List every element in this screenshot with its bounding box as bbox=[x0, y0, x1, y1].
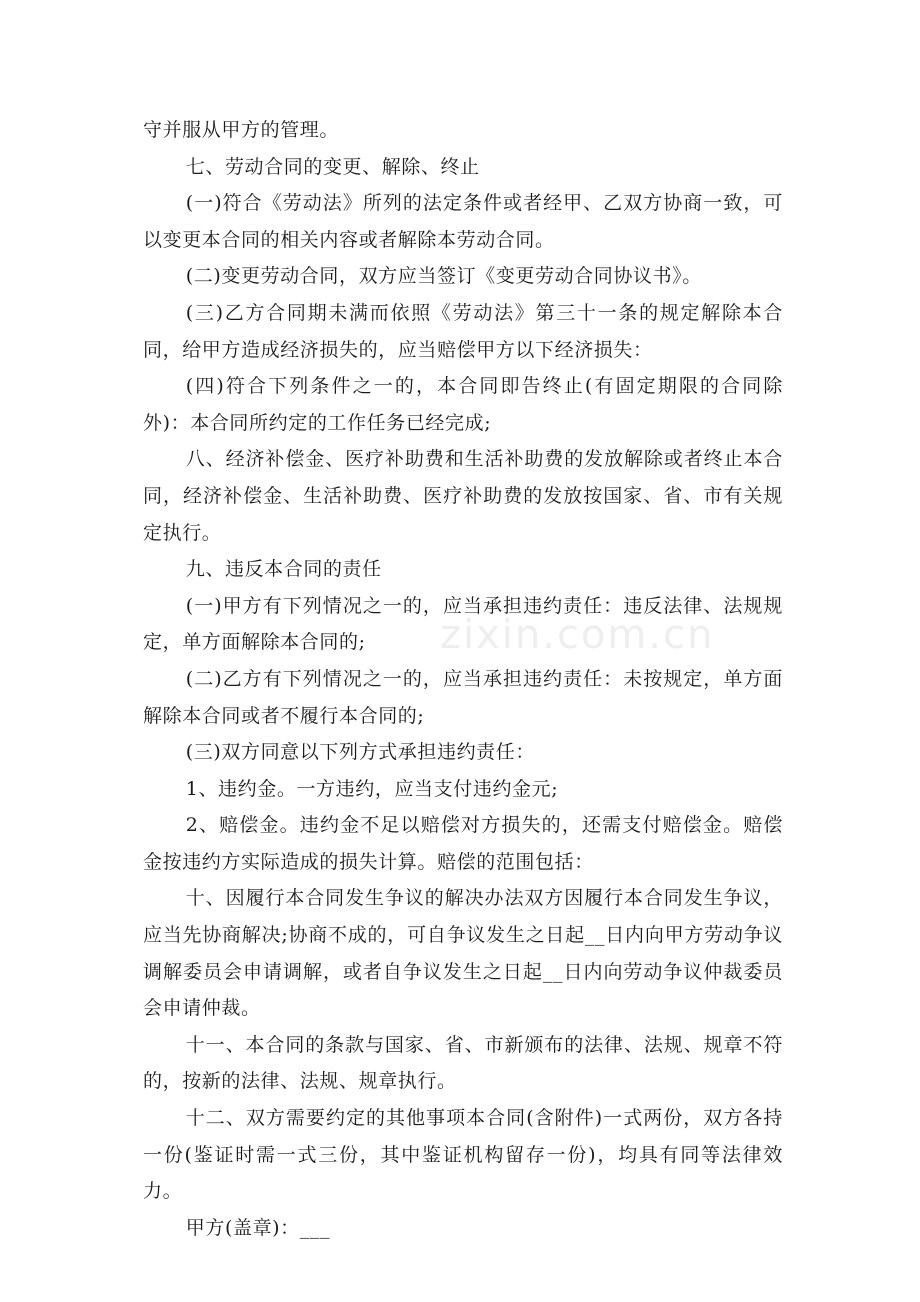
clause-7-3: (三)乙方合同期未满而依照《劳动法》第三十一条的规定解除本合同，给甲方造成经济损失的，应当赔偿甲方以下经济损失： bbox=[143, 301, 783, 361]
section-heading-7: 七、劳动合同的变更、解除、终止 bbox=[185, 155, 480, 178]
section-heading-9: 九、违反本合同的责任 bbox=[185, 558, 382, 581]
clause-7-4: (四)符合下列条件之一的，本合同即告终止(有固定期限的合同除外)：本合同所约定的工作任务已经完成; bbox=[143, 375, 783, 434]
clause-7-2: (二)变更劳动合同，双方应当签订《变更劳动合同协议书》。 bbox=[185, 265, 702, 288]
paragraph-continuation: 守并服从甲方的管理。 bbox=[143, 119, 340, 141]
section-11: 十一、本合同的条款与国家、省、市新颁布的法律、法规、规章不符的，按新的法律、法规、规章执行。 bbox=[143, 1033, 783, 1093]
clause-9-2: (二)乙方有下列情况之一的，应当承担违约责任：未按规定，单方面解除本合同或者不履行本合同的; bbox=[143, 667, 783, 727]
party-a-seal-line: 甲方(盖章)：___ bbox=[185, 1216, 331, 1239]
watermark: zixin.com.cn bbox=[440, 612, 715, 658]
section-10: 十、因履行本合同发生争议的解决办法双方因履行本合同发生争议，应当先协商解决;协商不成的，可自争议发生之日起__日内向甲方劳动争议调解委员会申请调解，或者自争议发生之日起__日内向劳动争议仲裁委员会申请仲裁。 bbox=[143, 887, 783, 1020]
clause-9-1: (一)甲方有下列情况之一的，应当承担违约责任：违反法律、法规规定，单方面解除本合同的; bbox=[143, 594, 783, 654]
clause-9-3-item-2: 2、赔偿金。违约金不足以赔偿对方损失的，还需支付赔偿金。赔偿金按违约方实际造成的损失计算。赔偿的范围包括： bbox=[143, 814, 783, 873]
section-12: 十二、双方需要约定的其他事项本合同(含附件)一式两份，双方各持一份(鉴证时需一式三份，其中鉴证机构留存一份)，均具有同等法律效力。 bbox=[143, 1107, 783, 1203]
clause-7-1: (一)符合《劳动法》所列的法定条件或者经甲、乙双方协商一致，可以变更本合同的相关内容或者解除本劳动合同。 bbox=[143, 192, 783, 251]
contract-body bbox=[143, 112, 783, 1246]
section-8: 八、经济补偿金、医疗补助费和生活补助费的发放解除或者终止本合同，经济补偿金、生活补助费、医疗补助费的发放按国家、省、市有关规定执行。 bbox=[143, 448, 783, 544]
clause-9-3: (三)双方同意以下列方式承担违约责任： bbox=[185, 741, 535, 764]
clause-9-3-item-1: 1、违约金。一方违约，应当支付违约金元; bbox=[185, 777, 559, 800]
